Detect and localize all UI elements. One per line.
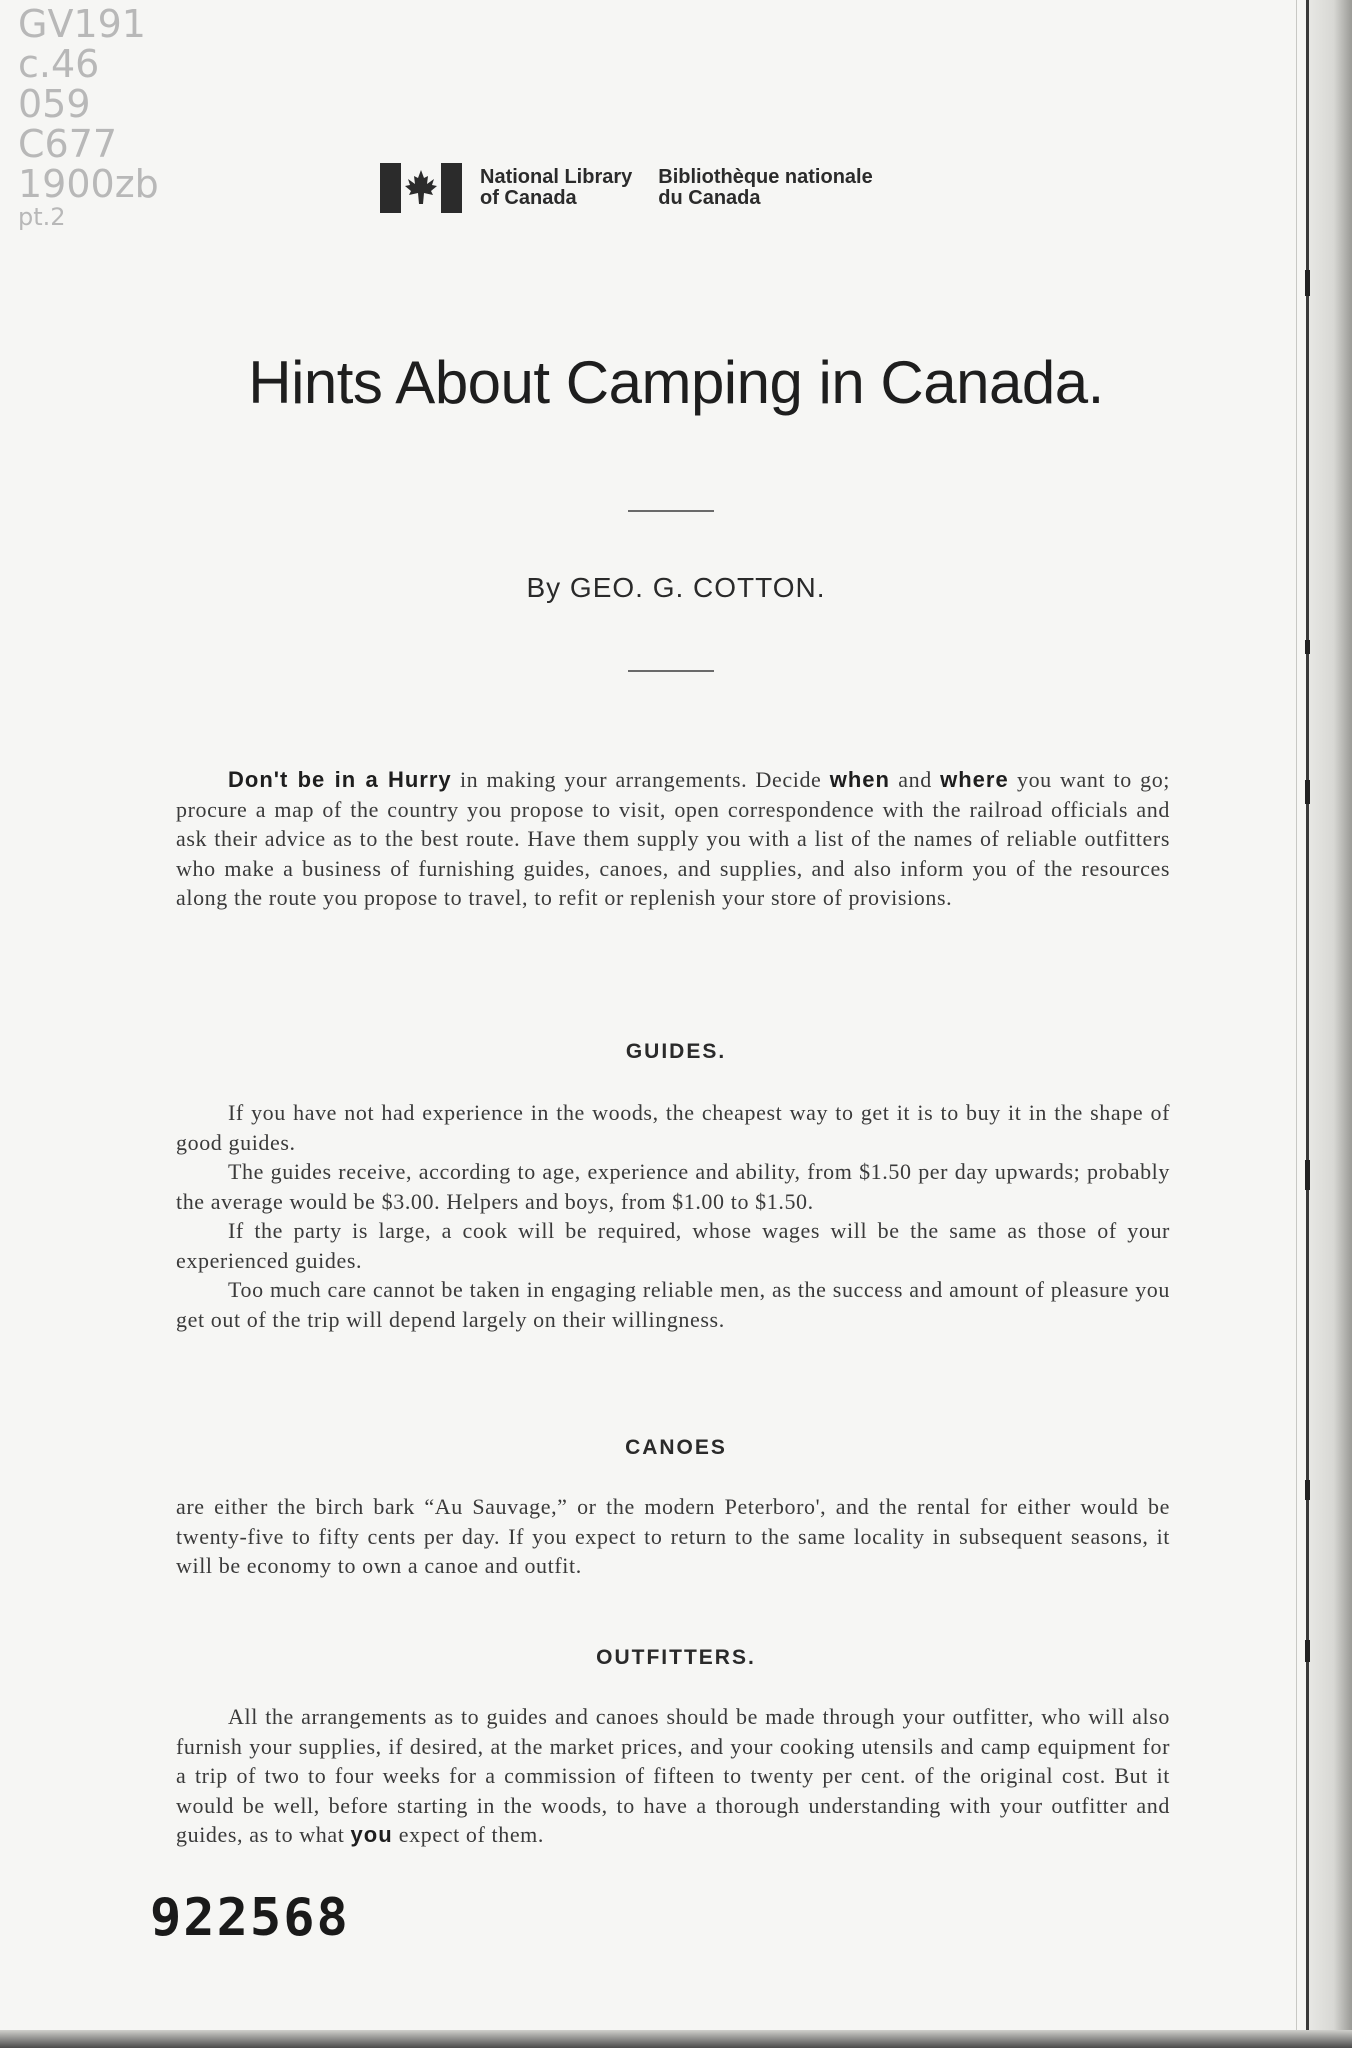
divider (628, 510, 714, 512)
page-edge-line (1306, 0, 1309, 2048)
handwritten-line: 059 (18, 82, 91, 126)
handwritten-line: GV191 (18, 2, 146, 46)
library-name-fr: Bibliothèque nationale du Canada (658, 166, 873, 209)
library-logo (380, 160, 873, 216)
bottom-edge (0, 2030, 1352, 2048)
guides-paragraph: If you have not had experience in the woods, the cheapest way to get it is to buy it in the shape of good guides. (176, 1100, 1170, 1155)
canada-flag-icon (380, 163, 462, 213)
handwritten-line: 1900zb (18, 162, 159, 206)
handwritten-line: C677 (18, 122, 118, 166)
section-heading-guides: GUIDES. (625, 1040, 727, 1063)
document-title: Hints About Camping in Canada. (248, 349, 1104, 416)
guides-section (176, 1098, 1170, 1334)
maple-leaf-icon (403, 168, 439, 208)
outfitters-paragraph: All the arrangements as to guides and canoes should be made through your outfitter, who will also furnish your supplies, if desired, at the market prices, and your cooking utensils and camp equipment for a trip of two to four weeks for a commission of fifteen to twenty per cent. of the original cost. But it would be well, before starting in the woods, to have a thorough understanding with your outfitter and guides, as to what you expect of them. (176, 1704, 1170, 1847)
page-edge-highlight (1296, 0, 1297, 2048)
handwritten-call-number (18, 2, 188, 231)
divider (628, 670, 714, 672)
handwritten-line: c.46 (18, 42, 100, 86)
page-edge (1306, 0, 1352, 2048)
accession-stamp: 922568 (150, 1888, 350, 1948)
byline: By GEO. G. COTTON. (526, 572, 826, 603)
guides-paragraph: If the party is large, a cook will be required, whose wages will be the same as those of your experienced guides. (176, 1218, 1170, 1273)
section-heading-outfitters: OUTFITTERS. (596, 1646, 756, 1669)
intro-lead: Don't be in a Hurry (228, 767, 452, 792)
edge-mark (1305, 270, 1310, 296)
edge-mark (1305, 640, 1310, 654)
edge-mark (1305, 780, 1310, 804)
guides-paragraph: Too much care cannot be taken in engaging reliable men, as the success and amount of pleasure you get out of the trip will depend largely on their willingness. (176, 1277, 1170, 1332)
library-name-en: National Library of Canada (480, 166, 633, 209)
guides-paragraph: The guides receive, according to age, experience and ability, from $1.50 per day upwards; probably the average would be $3.00. Helpers and boys, from $1.00 to $1.50. (176, 1159, 1170, 1214)
canoes-paragraph: are either the birch bark “Au Sauvage,” or the modern Peterboro', and the rental for either would be twenty-five to fifty cents per day. If you expect to return to the same locality in subsequent seasons, it will be economy to own a canoe and outfit. (176, 1494, 1170, 1578)
intro-paragraph: Don't be in a Hurry in making your arrangements. Decide when and where you want to go; procure a map of the country you propose to visit, open correspondence with the railroad officials and ask their advice as to the best route. Have them supply you with a list of the names of reliable outfitters who make a business of furnishing guides, canoes, and supplies, and also inform you of the resources along the route you propose to travel, to refit or replenish your store of provisions. (176, 767, 1171, 910)
edge-mark (1305, 1160, 1310, 1190)
edge-mark (1305, 1480, 1310, 1500)
handwritten-line: pt.2 (18, 203, 66, 231)
section-heading-canoes: CANOES (625, 1436, 727, 1459)
